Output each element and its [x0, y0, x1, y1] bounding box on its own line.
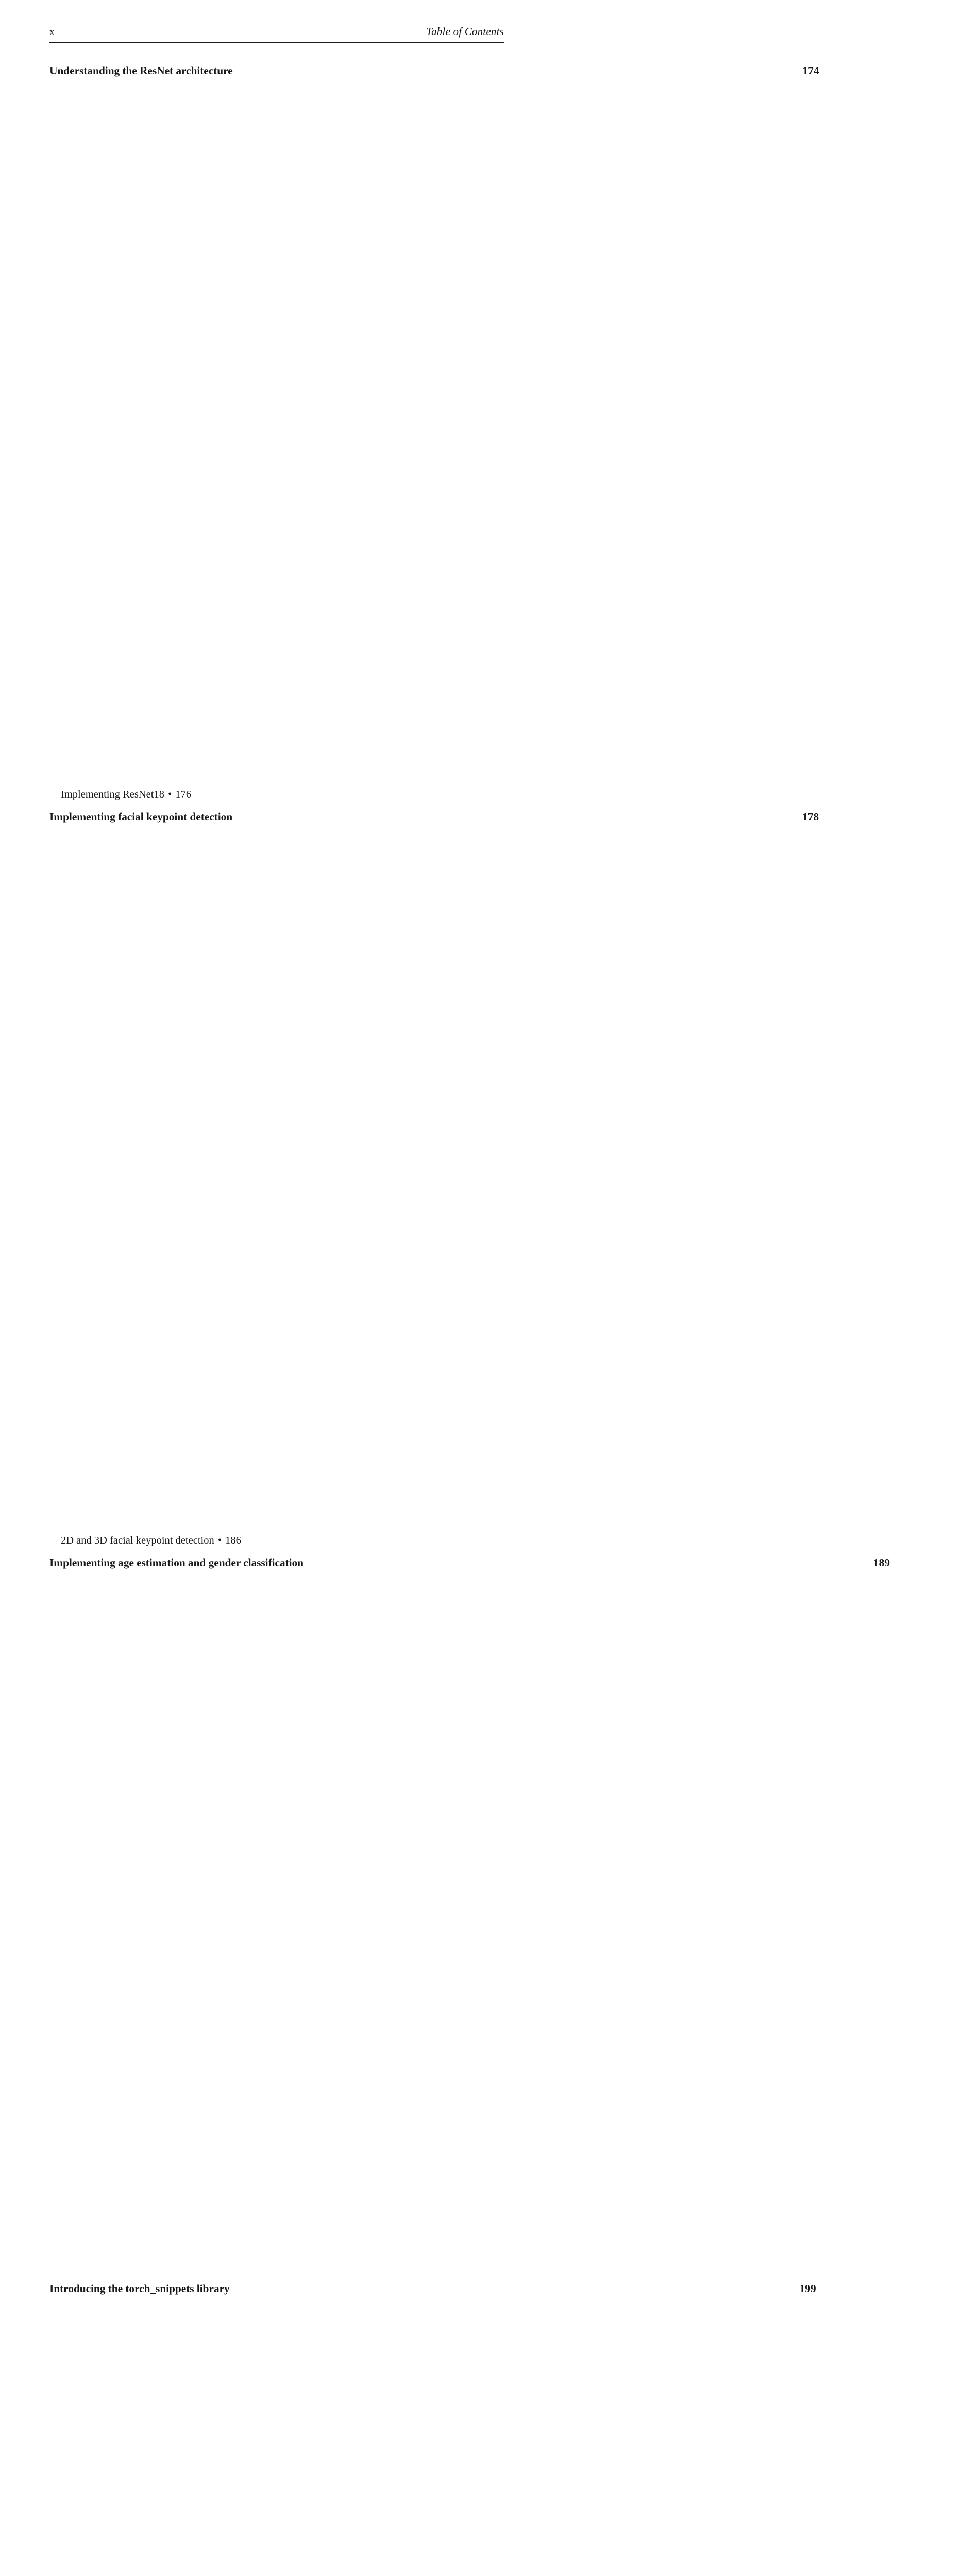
toc-entry[interactable] [49, 804, 504, 1531]
running-head [49, 14, 504, 37]
toc-entry[interactable] [49, 58, 504, 785]
bullet-separator-icon: • [217, 1535, 223, 1546]
toc-subsection[interactable] [61, 1531, 504, 1551]
toc-subsection-title: 2D and 3D facial keypoint detection [61, 1535, 214, 1546]
header-divider [49, 42, 504, 43]
toc-page [0, 0, 580, 715]
page-folio: x [49, 27, 55, 37]
toc-entry-title: Implementing facial keypoint detection [49, 811, 232, 823]
toc-entry-page-number: 199 [237, 2283, 816, 2576]
toc-subsection-page-number: 176 [175, 789, 191, 800]
toc-subsection-page-number: 186 [225, 1535, 241, 1546]
toc-subsection-title: Implementing ResNet18 [61, 789, 164, 800]
toc-entry-title: Introducing the torch_snippets library [49, 2283, 230, 2295]
bullet-separator-icon: • [167, 789, 173, 800]
running-head-title: Table of Contents [426, 26, 504, 37]
toc-entry-page-number: 178 [239, 811, 819, 1526]
toc-entry-title: Implementing age estimation and gender classification [49, 1557, 303, 1569]
toc-entry-page-number: 174 [240, 65, 819, 780]
table-of-contents-list [49, 58, 504, 2576]
toc-entry[interactable] [49, 1550, 504, 2277]
toc-entry[interactable] [49, 2277, 504, 2576]
toc-entry-title: Understanding the ResNet architecture [49, 65, 233, 77]
toc-subsection[interactable] [61, 785, 504, 805]
page-content [49, 0, 504, 2576]
toc-entry-page-number: 189 [310, 1557, 890, 2272]
